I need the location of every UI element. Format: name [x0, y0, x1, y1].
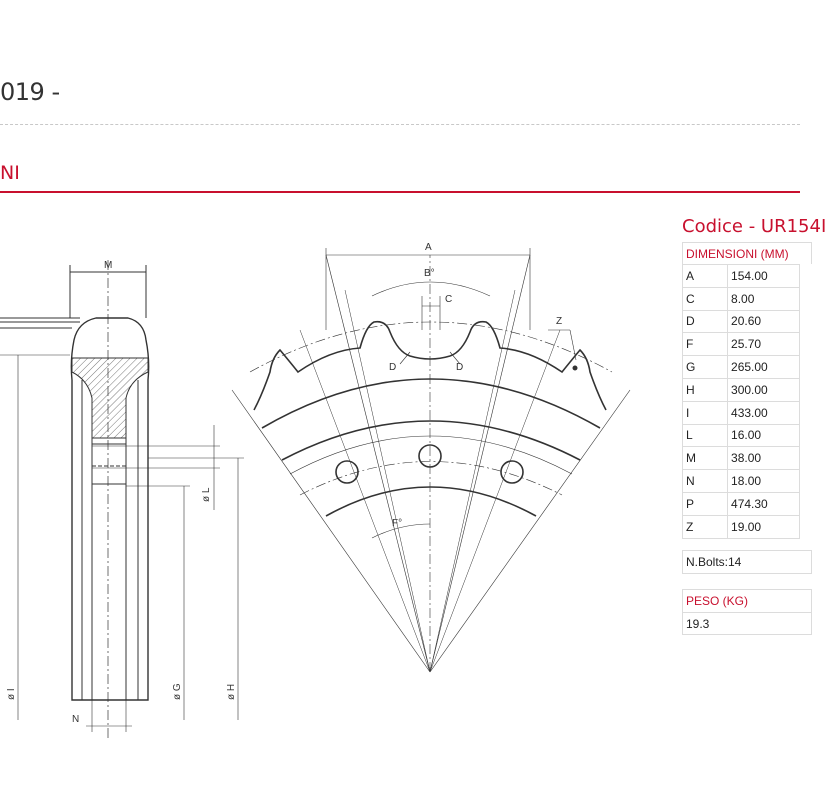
label-d-right: D	[456, 362, 464, 373]
table-row	[683, 492, 800, 515]
dimension-value: 20.60	[728, 310, 800, 333]
dimension-value: 38.00	[728, 447, 800, 470]
table-row	[683, 287, 800, 310]
dimension-value: 25.70	[728, 333, 800, 356]
product-code-title: Codice - UR154I	[682, 216, 826, 237]
label-i: ø I	[6, 688, 17, 700]
label-a: A	[425, 242, 432, 253]
dimension-key: H	[683, 378, 728, 401]
label-g: ø G	[172, 683, 183, 700]
table-row	[683, 470, 800, 493]
section-divider	[0, 191, 800, 193]
dimension-value: 265.00	[728, 356, 800, 379]
label-h: ø H	[226, 683, 237, 700]
dimension-value: 474.30	[728, 492, 800, 515]
label-l: ø L	[201, 487, 212, 502]
dimension-key: I	[683, 401, 728, 424]
weight-value: 19.3	[682, 612, 812, 635]
dimension-key: N	[683, 470, 728, 493]
dimension-key: C	[683, 287, 728, 310]
label-z: Z	[556, 316, 563, 327]
table-row	[683, 265, 800, 288]
dimension-key: M	[683, 447, 728, 470]
dimension-value: 8.00	[728, 287, 800, 310]
label-b: B°	[424, 268, 435, 279]
dimensions-header: DIMENSIONI (MM)	[682, 242, 812, 264]
table-row	[683, 310, 800, 333]
table-row	[683, 401, 800, 424]
dimension-key: Z	[683, 515, 728, 538]
dimension-key: P	[683, 492, 728, 515]
bolts-count: N.Bolts:14	[682, 550, 812, 574]
table-row	[683, 424, 800, 447]
dimension-value: 154.00	[728, 265, 800, 288]
table-row	[683, 447, 800, 470]
dimension-key: F	[683, 333, 728, 356]
dimension-key: D	[683, 310, 728, 333]
dashed-divider	[0, 124, 800, 125]
dimension-value: 300.00	[728, 378, 800, 401]
front-view	[232, 248, 630, 672]
label-n: N	[72, 714, 80, 725]
label-f: F°	[392, 518, 403, 529]
table-row	[683, 333, 800, 356]
dimensions-table	[682, 264, 800, 539]
table-row	[683, 515, 800, 538]
dimension-value: 18.00	[728, 470, 800, 493]
dimension-key: L	[683, 424, 728, 447]
weight-header: PESO (KG)	[682, 589, 812, 612]
dimension-key: A	[683, 265, 728, 288]
dimension-value: 16.00	[728, 424, 800, 447]
table-row	[683, 378, 800, 401]
dimension-key: G	[683, 356, 728, 379]
dimension-value: 19.00	[728, 515, 800, 538]
sprocket-technical-drawing	[0, 200, 660, 760]
section-label: NI	[0, 162, 20, 184]
label-m: M	[104, 260, 113, 271]
label-d-left: D	[389, 362, 397, 373]
table-row	[683, 356, 800, 379]
label-c: C	[445, 294, 453, 305]
page-title: 019 -	[0, 78, 60, 106]
dimension-value: 433.00	[728, 401, 800, 424]
